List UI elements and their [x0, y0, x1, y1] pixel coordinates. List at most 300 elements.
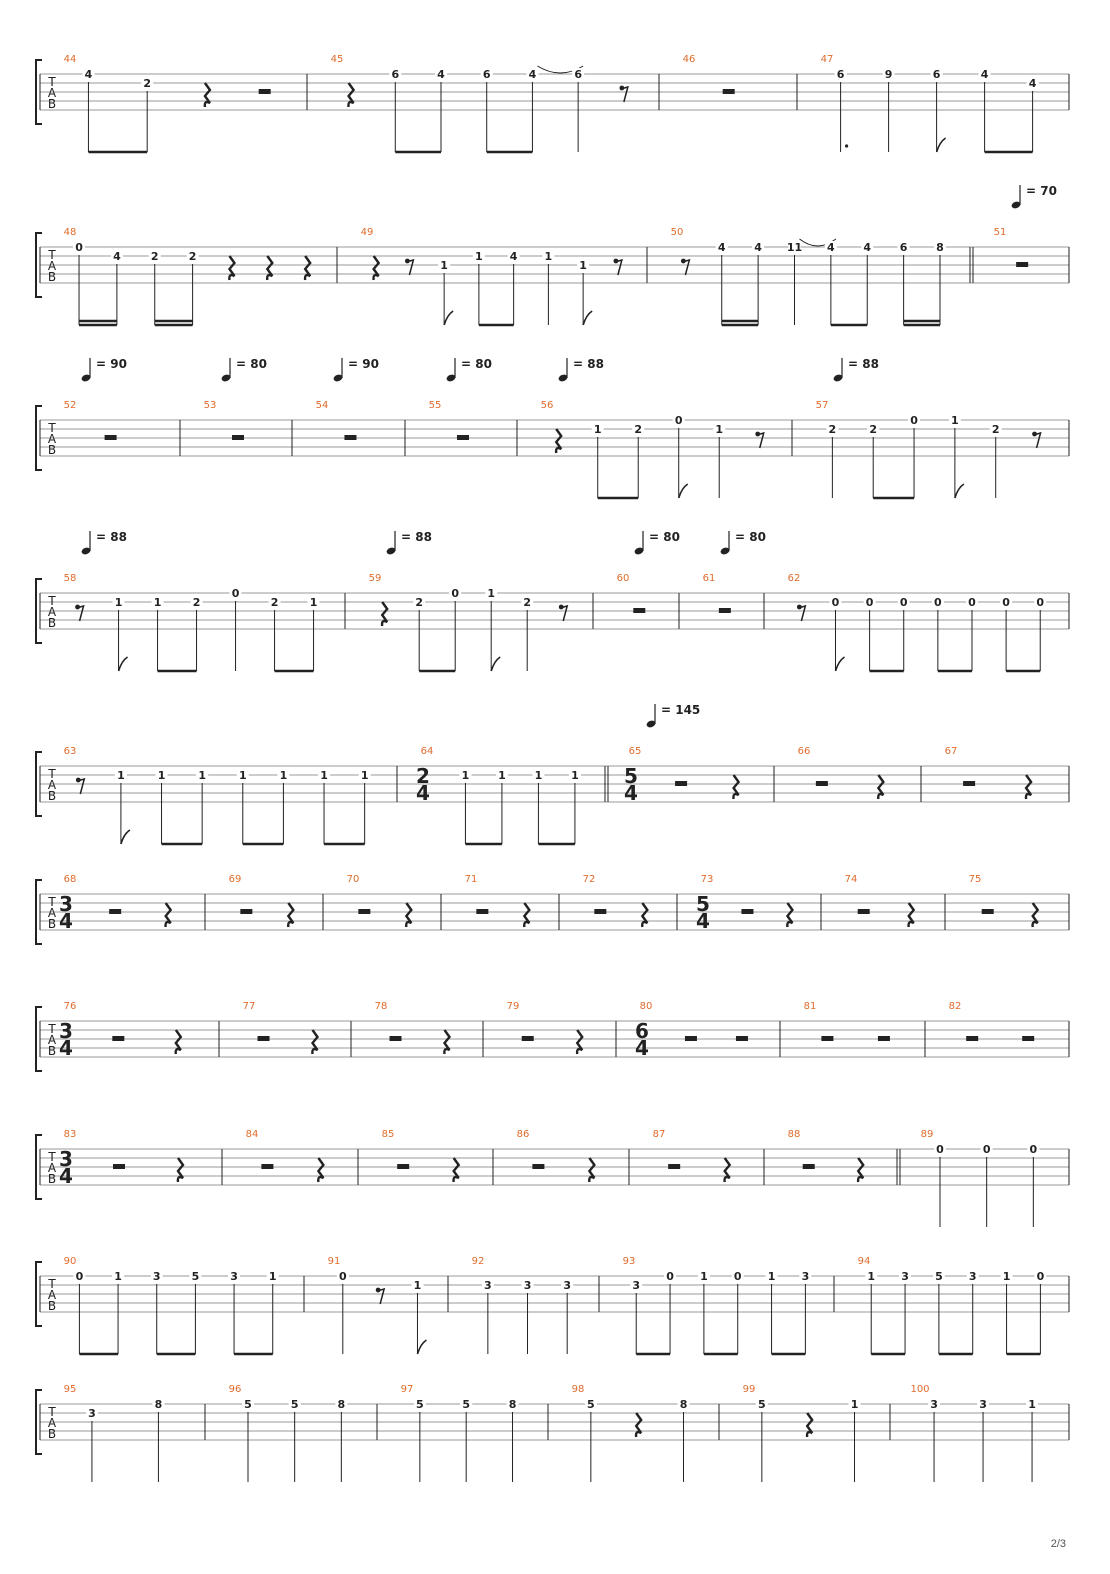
time-signature-bottom: 4 [416, 781, 430, 805]
measure-69 [229, 874, 294, 927]
quarter-rest [348, 83, 353, 107]
measure-number: 74 [844, 874, 858, 885]
tempo-marking [446, 357, 492, 383]
quarter-rest [878, 775, 883, 799]
measure-number: 69 [228, 874, 242, 885]
tab-clef-letter: T [48, 594, 56, 608]
fret-number: 0 [338, 1270, 347, 1283]
fret-number: 3 [930, 1398, 938, 1411]
fret-number: 2 [828, 423, 837, 436]
tab-system [36, 1384, 1069, 1482]
fret-number: 0 [934, 596, 942, 609]
tempo-bpm: = 80 [461, 357, 492, 371]
fret-number: 1 [700, 1270, 708, 1283]
half-rest [457, 435, 469, 440]
eighth-rest [682, 260, 689, 275]
tempo-marking [81, 530, 127, 556]
half-rest [109, 909, 121, 914]
time-signature-top: 6 [635, 1019, 649, 1043]
fret-number: 5 [758, 1398, 766, 1411]
fret-number: 2 [634, 423, 643, 436]
fret-number: 4 [863, 241, 872, 254]
time-signature-top: 5 [696, 892, 710, 916]
tempo-bpm: = 80 [649, 530, 680, 544]
time-signature-bottom: 4 [696, 909, 710, 933]
tab-system [36, 54, 1069, 152]
quarter-rest [787, 903, 792, 927]
fret-number: 0 [1002, 596, 1010, 609]
tab-system [36, 1256, 1069, 1354]
eighth-rest [757, 433, 764, 448]
half-rest [113, 1164, 125, 1169]
measure-number: 56 [540, 400, 554, 411]
quarter-rest [373, 256, 378, 280]
measure-97 [401, 1384, 519, 1482]
measure-66 [798, 746, 884, 799]
measure-77 [243, 1001, 318, 1054]
measure-number: 66 [797, 746, 811, 757]
quarter-rest [807, 1413, 812, 1437]
half-rest [821, 1036, 833, 1041]
half-rest [105, 435, 117, 440]
eighth-rest [406, 260, 413, 275]
measure-number: 67 [944, 746, 958, 757]
tab-system [36, 703, 1069, 844]
tab-clef-letter: B [47, 616, 57, 630]
fret-number: 9 [884, 68, 893, 81]
half-rest [1016, 262, 1028, 267]
measure-number: 81 [803, 1001, 817, 1012]
measure-94 [858, 1256, 1047, 1354]
quarter-rest [318, 1158, 323, 1182]
half-rest [390, 1036, 402, 1041]
measure-100 [910, 1384, 1038, 1482]
tab-system [36, 357, 1069, 498]
measure-number: 77 [242, 1001, 256, 1012]
time-signature-bottom: 4 [59, 1164, 73, 1188]
measure-number: 57 [815, 400, 829, 411]
time-signature-bottom: 4 [635, 1036, 649, 1060]
fret-number: 1 [114, 1270, 122, 1283]
half-rest [816, 781, 828, 786]
tempo-marking [833, 357, 879, 383]
measure-number: 55 [428, 400, 442, 411]
fret-number: 2 [869, 423, 878, 436]
half-rest [878, 1036, 890, 1041]
eighth-rest [621, 87, 628, 102]
fret-number: 2 [523, 596, 532, 609]
measure-99 [743, 1384, 861, 1482]
note-flag [417, 1340, 426, 1354]
tab-clef-letter: A [47, 432, 57, 446]
fret-number: 5 [416, 1398, 424, 1411]
quarter-rest [1026, 775, 1031, 799]
fret-number: 8 [679, 1398, 688, 1411]
half-rest [259, 89, 271, 94]
measure-50 [671, 227, 946, 325]
half-rest [858, 909, 870, 914]
fret-number: 1 [951, 414, 959, 427]
fret-number: 3 [152, 1270, 161, 1283]
eighth-rest [798, 606, 805, 621]
fret-number: 1 [534, 769, 543, 782]
measure-number: 91 [327, 1256, 341, 1267]
fret-number: 5 [191, 1270, 200, 1283]
measure-number: 95 [63, 1384, 77, 1395]
time-signature-top: 3 [59, 1019, 73, 1043]
half-rest [258, 1036, 270, 1041]
measure-number: 47 [820, 54, 834, 65]
measure-62 [788, 573, 1047, 671]
tempo-marking [634, 530, 680, 556]
fret-number: 1 [571, 769, 579, 782]
half-rest [723, 89, 735, 94]
tab-clef-letter: A [47, 1288, 57, 1302]
fret-number: 1 [593, 423, 602, 436]
tab-system [36, 1001, 1069, 1071]
measure-number: 76 [63, 1001, 77, 1012]
fret-number: 1 [114, 596, 123, 609]
fret-number: 3 [88, 1407, 96, 1420]
half-rest [594, 909, 606, 914]
tab-clef-letter: A [47, 778, 57, 792]
tempo-marking [1011, 184, 1057, 210]
measure-number: 89 [920, 1129, 934, 1140]
measure-70 [347, 874, 412, 927]
tab-clef-letter: T [48, 895, 56, 909]
measure-number: 50 [670, 227, 684, 238]
measure-47 [821, 54, 1039, 152]
fret-number: 3 [801, 1270, 810, 1283]
tempo-bpm: = 80 [236, 357, 267, 371]
fret-number: 4 [528, 68, 537, 81]
fret-number: 0 [968, 596, 976, 609]
measure-63 [64, 746, 371, 844]
quarter-rest [166, 903, 171, 927]
measure-92 [472, 1256, 574, 1354]
tempo-bpm: = 90 [348, 357, 379, 371]
fret-number: 2 [991, 423, 1000, 436]
note-flag [121, 830, 130, 844]
measure-number: 45 [330, 54, 344, 65]
quarter-rest [733, 775, 738, 799]
fret-number: 0 [75, 1270, 84, 1283]
measure-number: 88 [787, 1129, 801, 1140]
tab-clef-letter: A [47, 86, 57, 100]
fret-number: 0 [899, 596, 908, 609]
measure-64 [416, 746, 581, 844]
time-signature-bottom: 4 [59, 909, 73, 933]
measure-number: 62 [787, 573, 801, 584]
quarter-rest [589, 1158, 594, 1182]
tab-clef-letter: T [48, 75, 56, 89]
quarter-rest [556, 429, 561, 453]
time-signature-top: 3 [59, 1147, 73, 1171]
note-flag [679, 484, 688, 498]
time-signature-bottom: 4 [59, 1036, 73, 1060]
measure-number: 94 [857, 1256, 871, 1267]
time-signature-top: 2 [416, 764, 430, 788]
eighth-rest [560, 606, 567, 621]
quarter-rest [288, 903, 293, 927]
fret-number: 6 [899, 241, 908, 254]
measure-number: 61 [702, 573, 716, 584]
fret-number: 5 [290, 1398, 299, 1411]
tab-clef-letter: A [47, 1416, 57, 1430]
fret-number: 8 [936, 241, 944, 254]
page-number: 2/3 [1050, 1538, 1066, 1550]
measure-98 [572, 1384, 690, 1482]
tab-clef-letter: T [48, 1150, 56, 1164]
measure-number: 65 [628, 746, 642, 757]
quarter-rest [636, 1413, 641, 1437]
half-rest [982, 909, 994, 914]
quarter-rest [305, 256, 310, 280]
measure-91 [328, 1256, 427, 1354]
tab-clef-letter: B [47, 97, 57, 111]
fret-number: 1 [360, 769, 369, 782]
measure-number: 63 [63, 746, 77, 757]
fret-number: 4 [509, 250, 518, 263]
fret-number: 3 [901, 1270, 909, 1283]
tab-clef-letter: B [47, 443, 57, 457]
measure-number: 79 [506, 1001, 520, 1012]
quarter-rest [642, 903, 647, 927]
quarter-rest [229, 256, 234, 280]
measure-number: 92 [471, 1256, 485, 1267]
measure-number: 98 [571, 1384, 585, 1395]
measure-number: 84 [245, 1129, 259, 1140]
fret-number: 0 [910, 414, 918, 427]
measure-93 [623, 1256, 812, 1354]
tab-clef-letter: B [47, 1172, 57, 1186]
tempo-bpm: = 88 [848, 357, 879, 371]
half-rest [736, 1036, 748, 1041]
time-signature-top: 3 [59, 892, 73, 916]
fret-number: 3 [632, 1279, 641, 1292]
fret-number: 0 [831, 596, 840, 609]
measure-71 [465, 874, 530, 927]
measure-number: 93 [622, 1256, 636, 1267]
quarter-rest [858, 1158, 863, 1182]
tempo-marking [646, 703, 701, 729]
measure-number: 58 [63, 573, 77, 584]
eighth-rest [77, 779, 84, 794]
fret-number: 3 [563, 1279, 572, 1292]
measure-number: 51 [993, 227, 1007, 238]
fret-number: 1 [279, 769, 288, 782]
half-rest [532, 1164, 544, 1169]
fret-number: 6 [836, 68, 845, 81]
measure-number: 70 [346, 874, 360, 885]
half-rest [966, 1036, 978, 1041]
measure-78 [375, 1001, 450, 1054]
measure-74 [845, 874, 914, 927]
quarter-rest [267, 256, 272, 280]
tab-clef-letter: A [47, 1033, 57, 1047]
measure-number: 73 [700, 874, 714, 885]
note-flag [119, 657, 128, 671]
measure-number: 64 [420, 746, 434, 757]
measure-number: 99 [742, 1384, 756, 1395]
fret-number: 6 [482, 68, 491, 81]
half-rest [633, 608, 645, 613]
quarter-rest [312, 1030, 317, 1054]
measure-number: 96 [228, 1384, 242, 1395]
fret-number: 2 [143, 77, 152, 90]
time-signature-top: 5 [624, 764, 638, 788]
quarter-rest [406, 903, 411, 927]
tab-clef-letter: T [48, 1277, 56, 1291]
half-rest [675, 781, 687, 786]
half-rest [685, 1036, 697, 1041]
measure-67 [945, 746, 1031, 799]
fret-number: 1 [198, 769, 206, 782]
fret-number: 1 [461, 769, 470, 782]
tab-clef-letter: A [47, 1161, 57, 1175]
measure-58 [64, 573, 320, 671]
fret-number: 5 [587, 1398, 595, 1411]
measure-number: 46 [682, 54, 696, 65]
fret-number: 3 [484, 1279, 492, 1292]
fret-number: 3 [523, 1279, 532, 1292]
tempo-bpm: = 145 [661, 703, 701, 717]
tempo-marking [386, 530, 432, 556]
half-rest [232, 435, 244, 440]
tab-clef-letter: T [48, 1022, 56, 1036]
measure-85 [382, 1129, 459, 1182]
fret-number: 3 [979, 1398, 987, 1411]
measure-45 [331, 54, 628, 152]
fret-number: 1 [153, 596, 162, 609]
fret-number: 1 [157, 769, 166, 782]
measure-49 [361, 227, 622, 325]
measure-number: 49 [360, 227, 374, 238]
tab-clef-letter: B [47, 1299, 57, 1313]
fret-number: 0 [982, 1143, 991, 1156]
fret-number: 0 [674, 414, 683, 427]
quarter-rest [178, 1158, 183, 1182]
quarter-rest [909, 903, 914, 927]
measure-number: 71 [464, 874, 478, 885]
measure-87 [653, 1129, 730, 1182]
fret-number: 4 [84, 68, 93, 81]
fret-number: 0 [1036, 1270, 1045, 1283]
note-flag [937, 138, 946, 152]
fret-number: 5 [462, 1398, 471, 1411]
fret-number: 1 [309, 596, 318, 609]
measure-number: 78 [374, 1001, 388, 1012]
fret-number: 11 [786, 241, 803, 254]
measure-number: 90 [63, 1256, 77, 1267]
half-rest [963, 781, 975, 786]
measure-number: 83 [63, 1129, 77, 1140]
tempo-marking [81, 357, 127, 383]
half-rest [397, 1164, 409, 1169]
measure-number: 80 [639, 1001, 653, 1012]
fret-number: 1 [544, 250, 553, 263]
measure-number: 54 [315, 400, 329, 411]
tab-clef-letter: T [48, 421, 56, 435]
fret-number: 4 [437, 68, 445, 81]
quarter-rest [524, 903, 529, 927]
fret-number: 8 [508, 1398, 517, 1411]
quarter-rest [444, 1030, 449, 1054]
tempo-bpm: = 88 [573, 357, 604, 371]
measure-number: 75 [968, 874, 982, 885]
half-rest [803, 1164, 815, 1169]
eighth-rest [1034, 433, 1041, 448]
note-flag [835, 657, 844, 671]
half-rest [344, 435, 356, 440]
fret-number: 1 [767, 1270, 776, 1283]
fret-number: 1 [320, 769, 328, 782]
measure-number: 85 [381, 1129, 395, 1140]
tempo-marking [720, 530, 766, 556]
measure-number: 44 [63, 54, 77, 65]
tab-system [36, 874, 1069, 944]
quarter-rest [454, 1158, 459, 1182]
tempo-bpm: = 90 [96, 357, 127, 371]
half-rest [112, 1036, 124, 1041]
eighth-rest [377, 1289, 384, 1304]
half-rest [261, 1164, 273, 1169]
tab-clef-letter: B [47, 789, 57, 803]
tempo-marking [333, 357, 379, 383]
fret-number: 0 [231, 587, 240, 600]
half-rest [668, 1164, 680, 1169]
fret-number: 0 [666, 1270, 674, 1283]
time-signature-bottom: 4 [624, 781, 638, 805]
half-rest [476, 909, 488, 914]
fret-number: 4 [113, 250, 121, 263]
fret-number: 6 [391, 68, 400, 81]
measure-number: 60 [616, 573, 630, 584]
note-flag [583, 311, 592, 325]
measure-56 [541, 400, 764, 498]
eighth-rest [615, 260, 622, 275]
tab-clef-letter: B [47, 917, 57, 931]
half-rest [1022, 1036, 1034, 1041]
fret-number: 1 [475, 250, 483, 263]
half-rest [741, 909, 753, 914]
rhythm-dot [845, 144, 848, 147]
tab-clef-letter: B [47, 270, 57, 284]
tempo-marking [558, 357, 604, 383]
fret-number: 1 [1002, 1270, 1011, 1283]
quarter-rest [382, 602, 387, 626]
measure-number: 53 [203, 400, 217, 411]
tempo-bpm: = 70 [1026, 184, 1057, 198]
tempo-marking [221, 357, 267, 383]
measure-number: 82 [948, 1001, 962, 1012]
measure-number: 100 [910, 1384, 930, 1395]
eighth-rest [77, 606, 84, 621]
note-flag [955, 484, 964, 498]
fret-number: 5 [935, 1270, 943, 1283]
measure-86 [517, 1129, 595, 1182]
fret-number: 6 [574, 68, 582, 81]
fret-number: 3 [230, 1270, 238, 1283]
fret-number: 4 [717, 241, 726, 254]
measure-number: 48 [63, 227, 77, 238]
quarter-rest [176, 1030, 181, 1054]
quarter-rest [205, 83, 210, 107]
fret-number: 1 [268, 1270, 277, 1283]
fret-number: 1 [440, 259, 448, 272]
tab-clef-letter: A [47, 605, 57, 619]
tab-clef-letter: T [48, 767, 56, 781]
